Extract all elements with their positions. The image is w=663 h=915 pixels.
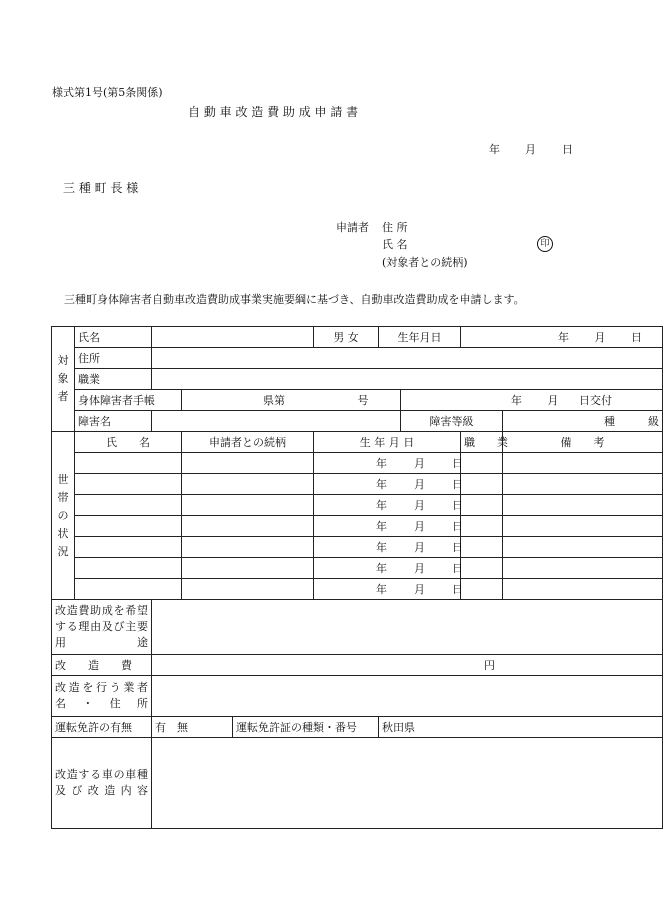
cost-field[interactable]: 円 — [152, 655, 663, 676]
gender-options[interactable]: 男 女 — [314, 327, 379, 348]
household-row — [52, 558, 663, 579]
license-type-label: 運転免許証の種類・番号 — [233, 717, 379, 738]
household-birth-cell[interactable]: 年 月 日 — [314, 579, 461, 600]
license-options[interactable]: 有 無 — [152, 717, 233, 738]
household-birth-cell[interactable]: 年 月 日 — [314, 474, 461, 495]
reason-label: 改造費助成を希望する理由及び主要用途 — [52, 600, 152, 655]
license-label: 運転免許の有無 — [52, 717, 152, 738]
date-month-label: 月 — [525, 143, 536, 156]
disability-name-field[interactable] — [152, 411, 401, 432]
reason-field[interactable] — [152, 600, 663, 655]
household-birth-cell[interactable]: 年 月 日 — [314, 516, 461, 537]
subject-job-label: 職業 — [75, 369, 152, 390]
vendor-label: 改造を行う業者名・住所 — [52, 676, 152, 717]
vehicle-field[interactable] — [152, 738, 663, 829]
seal-mark: 印 — [537, 236, 553, 252]
birth-date-field[interactable]: 年 月 日 — [461, 327, 663, 348]
subject-section-label: 対 象 者 — [52, 327, 75, 432]
household-row — [52, 579, 663, 600]
applicant-label: 申請者 — [336, 221, 369, 234]
handbook-number-field[interactable]: 県第 号 — [182, 390, 401, 411]
vehicle-label: 改造する車の車種及び改造内容 — [52, 738, 152, 829]
applicant-name-label: 氏 名 — [382, 238, 408, 251]
addressee: 三 種 町 長 様 — [63, 181, 139, 195]
household-header-birth: 生 年 月 日 — [314, 432, 461, 453]
household-row — [52, 474, 663, 495]
household-birth-cell[interactable]: 年 月 日 — [314, 453, 461, 474]
subject-name-label: 氏名 — [75, 327, 152, 348]
date-year-label: 年 — [489, 143, 500, 156]
applicant-address-label: 住 所 — [382, 221, 408, 234]
handbook-label: 身体障害者手帳 — [75, 390, 182, 411]
household-row — [52, 453, 663, 474]
household-birth-cell[interactable]: 年 月 日 — [314, 558, 461, 579]
application-statement: 三種町身体障害者自動車改造費助成事業実施要綱に基づき、自動車改造費助成を申請します。 — [64, 293, 525, 306]
cost-label: 改 造 費 — [52, 655, 152, 676]
household-row — [52, 516, 663, 537]
disability-name-label: 障害名 — [75, 411, 152, 432]
subject-job-field[interactable] — [152, 369, 663, 390]
subject-address-label: 住所 — [75, 348, 152, 369]
disability-grade-label: 障害等級 — [401, 411, 503, 432]
household-header-notes: 備 考 — [503, 432, 663, 453]
birth-date-label: 生年月日 — [379, 327, 461, 348]
page-title: 自 動 車 改 造 費 助 成 申 請 書 — [188, 105, 359, 119]
form-number: 様式第1号(第5条関係) — [52, 86, 163, 99]
household-header-job: 職 業 — [461, 432, 503, 453]
application-table — [51, 326, 663, 829]
household-row — [52, 495, 663, 516]
household-birth-cell[interactable]: 年 月 日 — [314, 537, 461, 558]
household-section-label: 世 帯 の 状 況 — [52, 432, 75, 600]
household-row — [52, 537, 663, 558]
handbook-issued-date[interactable]: 年 月 日交付 — [401, 390, 663, 411]
date-day-label: 日 — [562, 143, 573, 156]
vendor-field[interactable] — [152, 676, 663, 717]
subject-address-field[interactable] — [152, 348, 663, 369]
household-header-name: 氏 名 — [75, 432, 182, 453]
disability-grade-field[interactable]: 種 級 — [503, 411, 663, 432]
license-number-field[interactable]: 秋田県 — [379, 717, 663, 738]
subject-name-field[interactable] — [152, 327, 314, 348]
household-birth-cell[interactable]: 年 月 日 — [314, 495, 461, 516]
relation-note: (対象者との続柄) — [382, 256, 468, 269]
household-header-relation: 申請者との続柄 — [182, 432, 314, 453]
